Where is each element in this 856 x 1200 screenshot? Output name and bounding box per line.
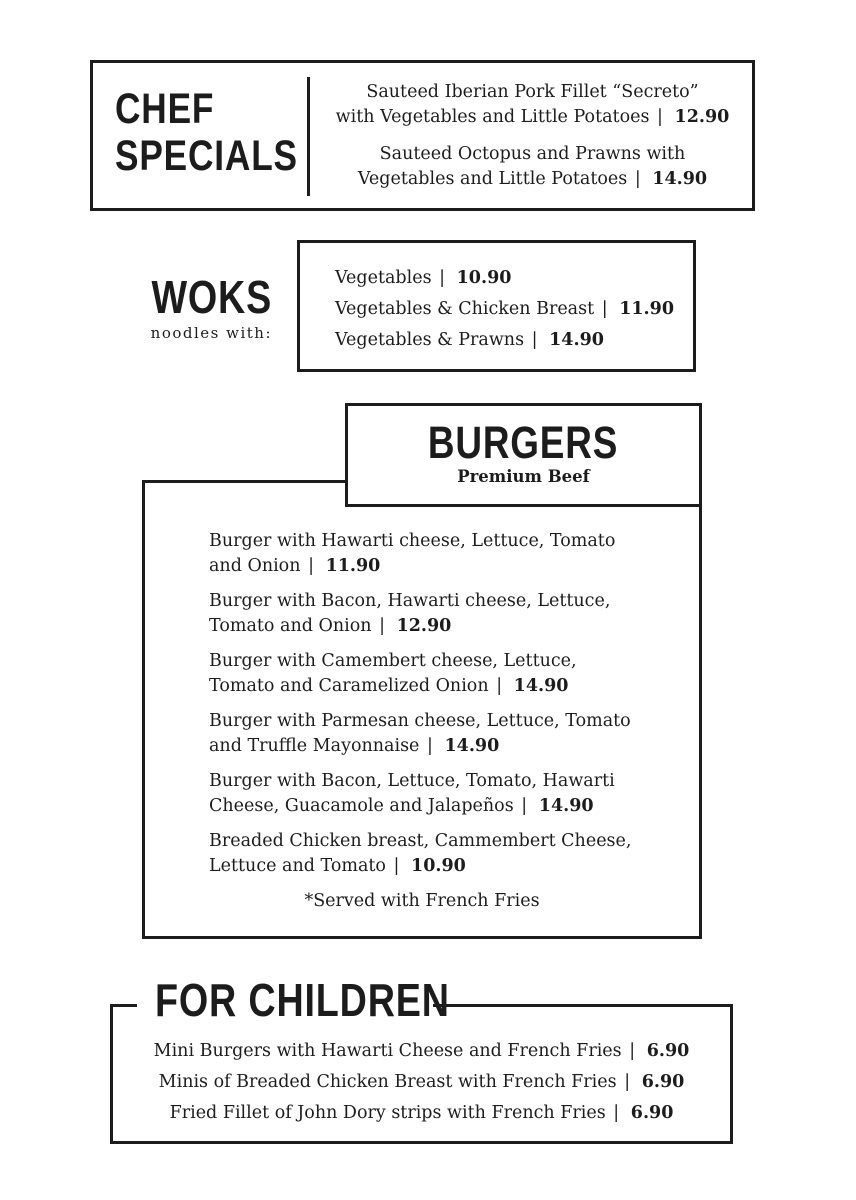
chef-specials-title-line1: CHEF: [115, 85, 215, 133]
burgers-subtitle: Premium Beef: [457, 467, 590, 486]
dish-name-line2-row: [209, 554, 631, 579]
dish-name-line1: Burger with Bacon, Lettuce, Tomato, Hawarti: [209, 771, 615, 791]
price-separator: |: [629, 1041, 636, 1061]
dish-name-line2: and Truffle Mayonnaise: [209, 736, 420, 756]
menu-item: [335, 263, 674, 294]
dish-name-line1: Burger with Camembert cheese, Lettuce,: [209, 651, 577, 671]
dish-name-line2-row: [320, 167, 745, 192]
menu-item: [110, 1098, 733, 1129]
dish-price: 6.90: [646, 1041, 690, 1061]
dish-price: 14.90: [652, 169, 708, 189]
chef-specials-heading: [115, 86, 345, 180]
dish-name-line2-row: [320, 105, 745, 130]
dish-name-line2-row: [209, 854, 631, 879]
dish-name-line2-row: [209, 734, 631, 759]
price-separator: |: [521, 796, 528, 816]
dish-name: Vegetables & Chicken Breast: [335, 299, 595, 319]
woks-subtitle: noodles with:: [150, 324, 272, 342]
dish-name-line2: Cheese, Guacamole and Jalapeños: [209, 796, 514, 816]
dish-price: 10.90: [456, 268, 512, 288]
dish-name-line1: Burger with Hawarti cheese, Lettuce, Tomato: [209, 531, 616, 551]
burgers-footnote: *Served with French Fries: [304, 891, 540, 911]
price-separator: |: [531, 330, 538, 350]
dish-price: 14.90: [513, 676, 569, 696]
menu-item: [209, 529, 631, 579]
children-heading: [155, 973, 515, 1027]
woks-heading: [110, 270, 272, 342]
menu-item: [209, 649, 631, 699]
woks-list: [335, 263, 674, 356]
dish-name-line2-row: [209, 794, 631, 819]
dish-name-line1: Sauteed Iberian Pork Fillet “Secreto”: [366, 82, 699, 102]
dish-name-line2-row: [209, 614, 631, 639]
menu-item: [209, 769, 631, 819]
menu-item: [110, 1036, 733, 1067]
burgers-heading: [345, 417, 702, 486]
menu-item: [335, 294, 674, 325]
dish-price: 14.90: [444, 736, 500, 756]
dish-name-line1: Breaded Chicken breast, Cammembert Cheese,: [209, 831, 632, 851]
dish-price: 6.90: [641, 1072, 685, 1092]
menu-item: [335, 325, 674, 356]
price-separator: |: [613, 1103, 620, 1123]
menu-item: [320, 142, 745, 192]
chef-specials-divider: [307, 77, 310, 196]
dish-name-line1: Sauteed Octopus and Prawns with: [379, 144, 686, 164]
dish-name: Fried Fillet of John Dory strips with French Fries: [169, 1103, 606, 1123]
dish-price: 14.90: [538, 796, 594, 816]
price-separator: |: [634, 169, 641, 189]
woks-title: WOKS: [151, 271, 272, 323]
price-separator: |: [427, 736, 433, 756]
dish-name: Vegetables & Prawns: [335, 330, 525, 350]
dish-price: 10.90: [411, 856, 466, 876]
dish-price: 11.90: [325, 556, 381, 576]
dish-name-line1: Burger with Parmesan cheese, Lettuce, Tomato: [209, 711, 631, 731]
dish-price: 14.90: [549, 330, 604, 350]
dish-name-line2: and Onion: [209, 556, 301, 576]
dish-name: Vegetables: [335, 268, 432, 288]
dish-name-line2: with Vegetables and Little Potatoes: [335, 107, 650, 127]
dish-name: Minis of Breaded Chicken Breast with French Fries: [158, 1072, 617, 1092]
price-separator: |: [657, 107, 663, 127]
children-list: [110, 1036, 733, 1129]
price-separator: |: [439, 268, 446, 288]
dish-price: 12.90: [396, 616, 452, 636]
price-separator: |: [379, 616, 385, 636]
menu-item: [320, 80, 745, 130]
price-separator: |: [308, 556, 314, 576]
dish-price: 6.90: [630, 1103, 674, 1123]
chef-specials-list: [320, 80, 745, 204]
menu-item: [209, 829, 631, 879]
dish-name-line2: Tomato and Caramelized Onion: [209, 676, 489, 696]
price-separator: |: [393, 856, 400, 876]
dish-price: 11.90: [619, 299, 675, 319]
menu-item: [110, 1067, 733, 1098]
price-separator: |: [601, 299, 608, 319]
burgers-title: BURGERS: [428, 417, 619, 468]
price-separator: |: [624, 1072, 631, 1092]
children-title: FOR CHILDREN: [155, 974, 450, 1026]
menu-item: [209, 709, 631, 759]
dish-name-line2-row: [209, 674, 631, 699]
dish-name-line2: Lettuce and Tomato: [209, 856, 386, 876]
dish-name: Mini Burgers with Hawarti Cheese and French Fries: [153, 1041, 622, 1061]
dish-name-line1: Burger with Bacon, Hawarti cheese, Lettuce,: [209, 591, 611, 611]
menu-item: [209, 589, 631, 639]
dish-price: 12.90: [674, 107, 730, 127]
chef-specials-title-line2: SPECIALS: [115, 132, 298, 180]
dish-name-line2: Tomato and Onion: [209, 616, 372, 636]
burgers-list: [209, 529, 631, 889]
dish-name-line2: Vegetables and Little Potatoes: [357, 169, 628, 189]
price-separator: |: [496, 676, 503, 696]
